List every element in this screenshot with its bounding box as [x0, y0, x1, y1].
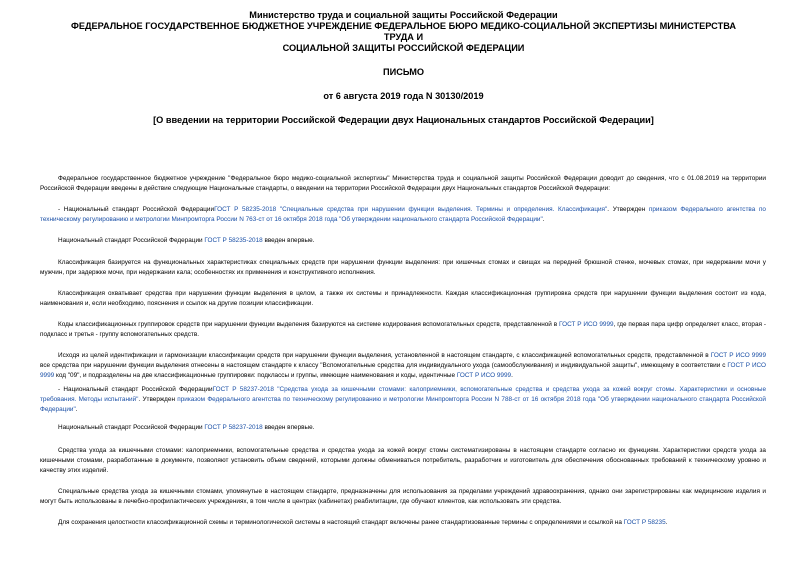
link-gost-58235-final[interactable]: ГОСТ Р 58235	[623, 519, 666, 526]
paragraph-codes: Коды классификационных группировок средств при нарушении функции выделения базируются на системе кодирования вспомогательных средств, представленной в ГОСТ Р ИСО 9999, где первая пара цифр определяет класс, вторая - подкласс и третья - группу вспомогательных средств.	[40, 321, 766, 338]
link-order-788[interactable]: приказом Федерального агентства по техническому регулированию и метрологии Минпромторга России N 788-ст от 16 октября 2018 года "Об утверждении национального стандарта Российской Федерации"	[40, 396, 766, 413]
paragraph-58237-new: Национальный стандарт Российской Федерации ГОСТ Р 58237-2018 введен впервые.	[58, 424, 315, 431]
paragraph-harmonization: Исходя из целей идентификации и гармонизации классификации средств при нарушении функции выделения, установленной в настоящем стандарте, с классификацией вспомогательных средств, представленной в ГОСТ Р ИСО 9999 все средства при нарушении функции выделения отнесены в настоящем стандарте к классу "Вспомогательные средства для индивидуального ухода (самообслуживания) и индивидуальной защиты", имеющему в соответствии с ГОСТ Р ИСО 9999 код "09", и подразделены на две классификационные группировки: подклассы и группы, имеющие наименования и коды, идентичные ГОСТ Р ИСО 9999.	[40, 352, 767, 379]
link-gost-58237[interactable]: ГОСТ Р 58237-2018 "Средства ухода за кишечными стомами: калоприемники, вспомогательные средства и средства ухода за кожей вокруг стомы. Характеристики и основные требования. Методы испытаний"	[40, 386, 766, 403]
document-header	[58, 10, 749, 126]
paragraph-stoma-care: Средства ухода за кишечными стомами: калоприемники, вспомогательные средства и средства ухода за кожей вокруг стомы систематизированы в настоящем стандарте согласно их функциям. Характеристики средств ухода за кишечными стомами, разработанные в документе, позволяют установить объем сведений, которыми должны обмениваться потребитель, разработчик и изготовитель для обеспечения обоснованных требований к техническому уровню и качеству этих изделий.	[40, 447, 766, 474]
paragraph-terminology: Для сохранения целостности классификационной схемы и терминологической системы в настоящий стандарт включены ранее стандартизованные термины с определениями и ссылкой на ГОСТ Р 58235.	[58, 519, 668, 526]
paragraph-classification-scope: Классификация охватывает средства при нарушении функции выделения в целом, а также их системы и принадлежности. Каждая классификационная группировка средств при нарушении функции выделения состоит из кода, наименования и, если необходимо, пояснения и ссылок на другие позиции классификации.	[40, 290, 766, 307]
paragraph-standard-58237: - Национальный стандарт Российской ФедерацииГОСТ Р 58237-2018 "Средства ухода за кишечными стомами: калоприемники, вспомогательные средства и средства ухода за кожей вокруг стомы. Характеристики и основные требования. Методы испытаний". Утвержден приказом Федерального агентства по техническому регулированию и метрологии Минпромторга России N 788-ст от 16 октября 2018 года "Об утверждении национального стандарта Российской Федерации".	[40, 386, 766, 413]
institution-name-line1: ФЕДЕРАЛЬНОЕ ГОСУДАРСТВЕННОЕ БЮДЖЕТНОЕ УЧРЕЖДЕНИЕ ФЕДЕРАЛЬНОЕ БЮРО МЕДИКО-СОЦИАЛЬНОЙ ЭКСПЕРТИЗЫ МИНИСТЕРСТВА ТРУДА И	[70, 21, 737, 42]
document-type: ПИСЬМО	[382, 67, 425, 77]
link-order-763[interactable]: приказом Федерального агентства по техническому регулированию и метрологии Минпромторга России N 763-ст от 16 октября 2018 года "Об утверждении национального стандарта Российской Федерации"	[40, 206, 766, 223]
paragraph-standard-58235: - Национальный стандарт Российской ФедерацииГОСТ Р 58235-2018 "Специальные средства при нарушении функции выделения. Термины и определения. Классификация". Утвержден приказом Федерального агентства по техническому регулированию и метрологии Минпромторга России N 763-ст от 16 октября 2018 года "Об утверждении национального стандарта Российской Федерации".	[40, 206, 766, 223]
link-gost-58235[interactable]: ГОСТ Р 58235-2018 "Специальные средства при нарушении функции выделения. Термины и определения. Классификация"	[214, 206, 608, 213]
paragraph-classification-basis: Классификация базируется на функциональных характеристиках специальных средств при нарушении функции выделения: при кишечных стомах и свищах на передней брюшной стенке, мочевых стомах, при недержании мочи у мужчин, при задержке мочи, при недержании кала; особенностях их применения и конструктивного исполнения.	[40, 259, 766, 276]
ministry-name: Министерство труда и социальной защиты Российской Федерации	[249, 10, 558, 20]
link-gost-iso-9999-c[interactable]: ГОСТ Р ИСО 9999	[456, 372, 512, 379]
paragraph-intro: Федеральное государственное бюджетное учреждение "Федеральное бюро медико-социальной экспертизы" Министерства труда и социальной защиты Российской Федерации доводит до сведения, что с 01.08.2019 на территории Российской Федерации введены в действие следующие Национальные стандарты, о введении на территории Российской Федерации двух Национальных стандартов Российской Федерации:	[40, 175, 766, 192]
link-gost-iso-9999-b[interactable]: ГОСТ Р ИСО 9999	[40, 362, 767, 379]
institution-name-line2: СОЦИАЛЬНОЙ ЗАЩИТЫ РОССИЙСКОЙ ФЕДЕРАЦИИ	[282, 43, 525, 53]
link-gost-58237-short[interactable]: ГОСТ Р 58237-2018	[204, 424, 263, 431]
paragraph-special-means: Специальные средства ухода за кишечными стомами, упомянутые в настоящем стандарте, предназначены для использования за пределами учреждений здравоохранения, однако они зарегистрированы как медицинские изделия и могут быть использованы в лечебно-профилактических учреждениях, в том числе в центрах (кабинетах) реабилитации, где обучают клиентов, как использовать эти средства.	[40, 488, 766, 505]
paragraph-58235-new: Национальный стандарт Российской Федерации ГОСТ Р 58235-2018 введен впервые.	[58, 237, 315, 244]
link-gost-58235-short[interactable]: ГОСТ Р 58235-2018	[204, 237, 263, 244]
link-gost-iso-9999-a[interactable]: ГОСТ Р ИСО 9999	[710, 352, 766, 359]
link-gost-iso-9999[interactable]: ГОСТ Р ИСО 9999	[559, 321, 614, 328]
document-subject: [О введении на территории Российской Федерации двух Национальных стандартов Российской Федерации]	[153, 115, 654, 125]
document-date-number: от 6 августа 2019 года N 30130/2019	[323, 91, 484, 101]
